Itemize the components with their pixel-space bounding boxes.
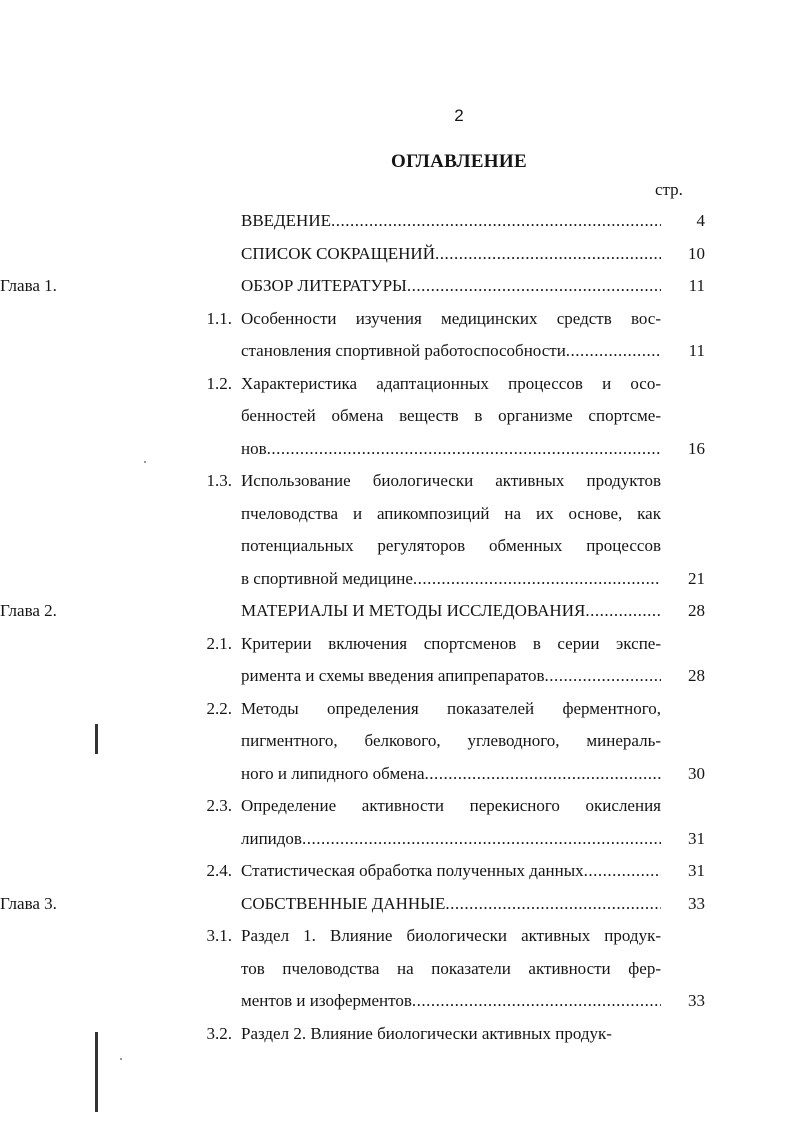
toc-section-number: 2.4.: [206, 861, 232, 880]
toc-section-number: 3.2.: [206, 1023, 232, 1043]
toc-line-dotted: [241, 595, 661, 628]
dot-leader: [445, 894, 661, 913]
toc-line: Критерии включения спортсменов в серии экспе-: [241, 633, 661, 653]
toc-page-number: 28: [688, 666, 705, 685]
toc-line: МАТЕРИАЛЫ И МЕТОДЫ ИССЛЕДОВАНИЯ: [241, 601, 586, 620]
toc-entry: [0, 693, 793, 791]
toc-line: римента и схемы введения апипрепаратов: [241, 666, 545, 685]
toc-page-number: 33: [688, 893, 705, 913]
toc-entry-text: [241, 465, 661, 595]
scan-speck: [120, 1058, 122, 1060]
toc-line: Использование биологически активных продуктов: [241, 471, 661, 490]
toc-page-number: 11: [688, 341, 705, 360]
toc-line-dotted: [241, 335, 661, 368]
scan-edge-mark: [95, 724, 98, 754]
toc-entry: [0, 270, 793, 303]
toc-entry-text: [241, 368, 661, 466]
dot-leader: [267, 439, 661, 458]
toc-section-number: 1.1.: [206, 308, 232, 328]
page-number: 2: [454, 106, 464, 125]
toc-entry-text: [241, 693, 661, 791]
toc-line: становления спортивной работоспособности: [241, 341, 566, 360]
toc-line: Определение активности перекисного окисления: [241, 796, 661, 815]
toc-page-number: 31: [688, 828, 705, 848]
toc-page-number: 28: [688, 601, 705, 620]
dot-leader: [435, 244, 661, 263]
toc-line: Особенности изучения медицинских средств вос-: [241, 308, 661, 328]
dot-leader: [331, 211, 661, 230]
toc-line: тов пчеловодства на показатели активности фер-: [241, 958, 661, 978]
toc-page-number: 16: [688, 438, 705, 458]
toc-line: в спортивной медицине: [241, 568, 413, 588]
toc-entry-text: [241, 920, 661, 1018]
dot-leader: [585, 601, 661, 620]
toc-entry: [0, 595, 793, 628]
dot-leader: [302, 829, 661, 848]
toc-entry: [0, 368, 793, 466]
toc-line-dotted: [241, 270, 661, 303]
toc-page-number: 21: [688, 568, 705, 588]
toc-entry-text: [241, 888, 661, 921]
toc-line: бенностей обмена веществ в организме спортсме-: [241, 406, 661, 425]
toc-line-dotted: [241, 888, 661, 921]
toc-line-dotted: [241, 660, 661, 693]
page-title: ОГЛАВЛЕНИЕ: [391, 151, 527, 172]
toc-line-dotted: [241, 855, 661, 888]
dot-leader: [413, 569, 661, 588]
toc-entry: [0, 628, 793, 693]
toc-line: ВВЕДЕНИЕ: [241, 211, 331, 230]
toc-entry-text: [241, 270, 661, 303]
toc-page-number: 33: [688, 991, 705, 1010]
toc-entry-text: [241, 238, 661, 271]
toc-line: липидов: [241, 828, 302, 848]
table-of-contents: [0, 205, 793, 1050]
toc-section-number: 2.3.: [206, 796, 232, 815]
toc-line: нов: [241, 438, 267, 458]
scan-edge-mark: [95, 1032, 98, 1112]
dot-leader: [412, 991, 661, 1010]
toc-entry: [0, 920, 793, 1018]
toc-line-dotted: [241, 433, 661, 466]
toc-line-dotted: [241, 758, 661, 791]
toc-entry: [0, 1018, 793, 1051]
dot-leader: [584, 861, 661, 880]
toc-line-dotted: [241, 985, 661, 1018]
toc-line: ного и липидного обмена: [241, 763, 425, 783]
toc-entry: [0, 888, 793, 921]
toc-line: СПИСОК СОКРАЩЕНИЙ: [241, 243, 435, 263]
toc-section-number: 2.2.: [206, 698, 232, 718]
toc-entry: [0, 790, 793, 855]
toc-page-number: 31: [688, 861, 705, 880]
toc-page-number: 11: [688, 276, 705, 295]
toc-line-dotted: [241, 205, 661, 238]
toc-chapter-label: Глава 3.: [0, 893, 57, 913]
toc-page-number: 30: [688, 763, 705, 783]
toc-line-dotted: [241, 823, 661, 856]
toc-entry: [0, 855, 793, 888]
toc-section-number: 1.3.: [206, 471, 232, 490]
toc-line: СОБСТВЕННЫЕ ДАННЫЕ: [241, 893, 446, 913]
toc-chapter-label: Глава 1.: [0, 276, 57, 295]
dot-leader: [425, 764, 662, 783]
toc-section-number: 1.2.: [206, 373, 232, 393]
toc-entry-text: [241, 303, 661, 368]
toc-page-number: 10: [688, 243, 705, 263]
dot-leader: [566, 341, 661, 360]
toc-line: Характеристика адаптационных процессов и осо-: [241, 373, 661, 393]
toc-entry: [0, 238, 793, 271]
toc-entry-text: [241, 790, 661, 855]
toc-line: потенциальных регуляторов обменных процессов: [241, 536, 661, 555]
toc-chapter-label: Глава 2.: [0, 601, 57, 620]
page-column-label: стр.: [655, 180, 683, 199]
toc-line-dotted: [241, 563, 661, 596]
toc-line: ОБЗОР ЛИТЕРАТУРЫ: [241, 276, 407, 295]
toc-entry-text: [241, 205, 661, 238]
toc-section-number: 2.1.: [206, 633, 232, 653]
toc-entry-text: [241, 595, 661, 628]
toc-entry-text: [241, 855, 661, 888]
toc-section-number: 3.1.: [206, 926, 232, 945]
toc-entry: [0, 303, 793, 368]
toc-entry-text: [241, 628, 661, 693]
toc-line: Статистическая обработка полученных данных: [241, 861, 584, 880]
toc-entry-text: [241, 1018, 661, 1051]
dot-leader: [545, 666, 661, 685]
toc-line-dotted: [241, 238, 661, 271]
toc-line: ментов и изоферментов: [241, 991, 412, 1010]
toc-line: пигментного, белкового, углеводного, минераль-: [241, 731, 661, 750]
scan-speck: [144, 461, 146, 463]
toc-line: пчеловодства и апикомпозиций на их основе, как: [241, 503, 661, 523]
toc-entry: [0, 465, 793, 595]
toc-line: Раздел 2. Влияние биологически активных продук-: [241, 1023, 612, 1043]
toc-page-number: 4: [696, 211, 705, 230]
toc-line: Раздел 1. Влияние биологически активных продук-: [241, 926, 661, 945]
toc-entry: [0, 205, 793, 238]
toc-line: Методы определения показателей ферментного,: [241, 698, 661, 718]
dot-leader: [407, 276, 661, 295]
